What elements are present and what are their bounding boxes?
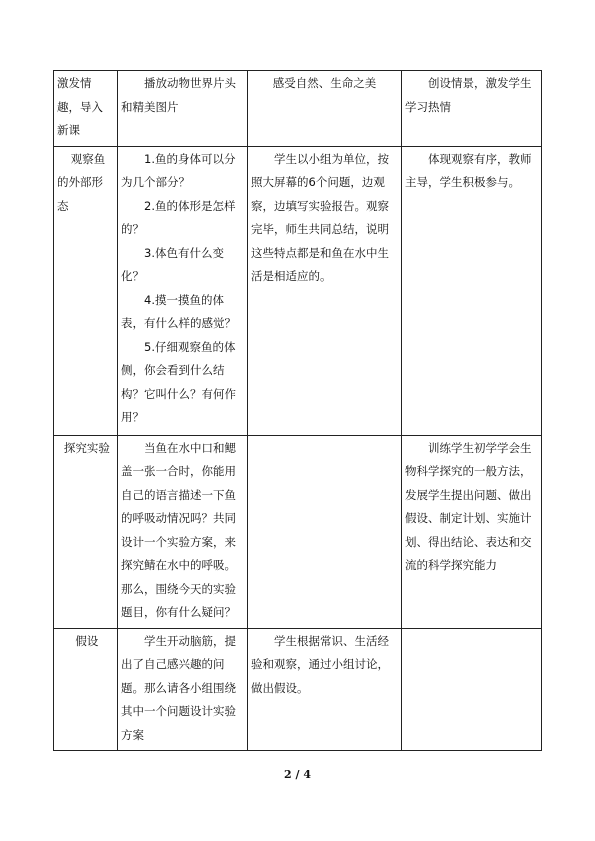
cell-paragraph: 学生根据常识、生活经验和观察，通过小组讨论，做出假设。 <box>251 633 389 695</box>
stage-cell <box>54 435 118 628</box>
page-number: 2 / 4 <box>284 768 311 781</box>
cell-paragraph: 感受自然、生命之美 <box>272 76 377 90</box>
teacher-activity-cell <box>118 71 248 147</box>
design-intent-cell <box>402 435 542 628</box>
stage-cell <box>54 628 118 751</box>
cell-paragraph: 2.鱼的体形是怎样的？ <box>121 198 236 236</box>
table-row <box>54 628 542 751</box>
table-row <box>54 435 542 628</box>
design-intent-cell <box>402 146 542 435</box>
design-intent-cell <box>402 71 542 147</box>
stage-label: 激发情趣，导入新课 <box>57 76 103 137</box>
stage-cell <box>54 71 118 147</box>
student-activity-cell <box>248 435 402 628</box>
student-activity-cell <box>248 628 402 751</box>
teacher-activity-cell <box>118 146 248 435</box>
design-intent-cell <box>402 628 542 751</box>
table-row <box>54 71 542 147</box>
cell-paragraph: 当鱼在水中口和鳃盖一张一合时，你能用自己的语言描述一下鱼的呼吸动情况吗？共同设计一个实验方案，来探究鲭在水中的呼吸。那么，围绕今天的实验题目，你有什么疑问？ <box>121 440 236 619</box>
cell-paragraph: 播放动物世界片头和精美图片 <box>121 76 236 114</box>
cell-paragraph: 4.摸一摸鱼的体表，有什么样的感觉？ <box>121 292 236 330</box>
cell-paragraph: 学生以小组为单位，按照大屏幕的6个问题，边观察，边填写实验报告。观察完毕，师生共同总结，说明这些特点都是和鱼在水中生活是相适应的。 <box>251 151 389 283</box>
lesson-plan-table <box>53 70 542 751</box>
cell-paragraph: 3.体色有什么变化？ <box>121 245 224 283</box>
stage-cell <box>54 146 118 435</box>
cell-paragraph: 训练学生初学学会生物科学探究的一般方法，发展学生提出问题、做出假设、制定计划、实施计划、得出结论、表达和交流的科学探究能力 <box>405 440 532 572</box>
cell-paragraph: 创设情景，激发学生学习热情 <box>405 76 532 114</box>
student-activity-cell <box>248 146 402 435</box>
stage-label: 观察鱼的外部形态 <box>57 151 106 213</box>
teacher-activity-cell <box>118 435 248 628</box>
cell-paragraph: 学生开动脑筋，提出了自己感兴趣的问题。那么请各小组围绕其中一个问题设计实验方案 <box>121 633 236 742</box>
stage-label: 探究实验 <box>63 440 110 455</box>
student-activity-cell <box>248 71 402 147</box>
teacher-activity-cell <box>118 628 248 751</box>
cell-paragraph: 1.鱼的身体可以分为几个部分？ <box>121 151 236 189</box>
cell-paragraph: 5.仔细观察鱼的体侧，你会看到什么结构？它叫什么？有何作用？ <box>121 339 236 424</box>
cell-paragraph: 体现观察有序，教师主导，学生积极参与。 <box>405 151 532 189</box>
stage-label: 假设 <box>75 633 99 648</box>
table-row <box>54 146 542 435</box>
